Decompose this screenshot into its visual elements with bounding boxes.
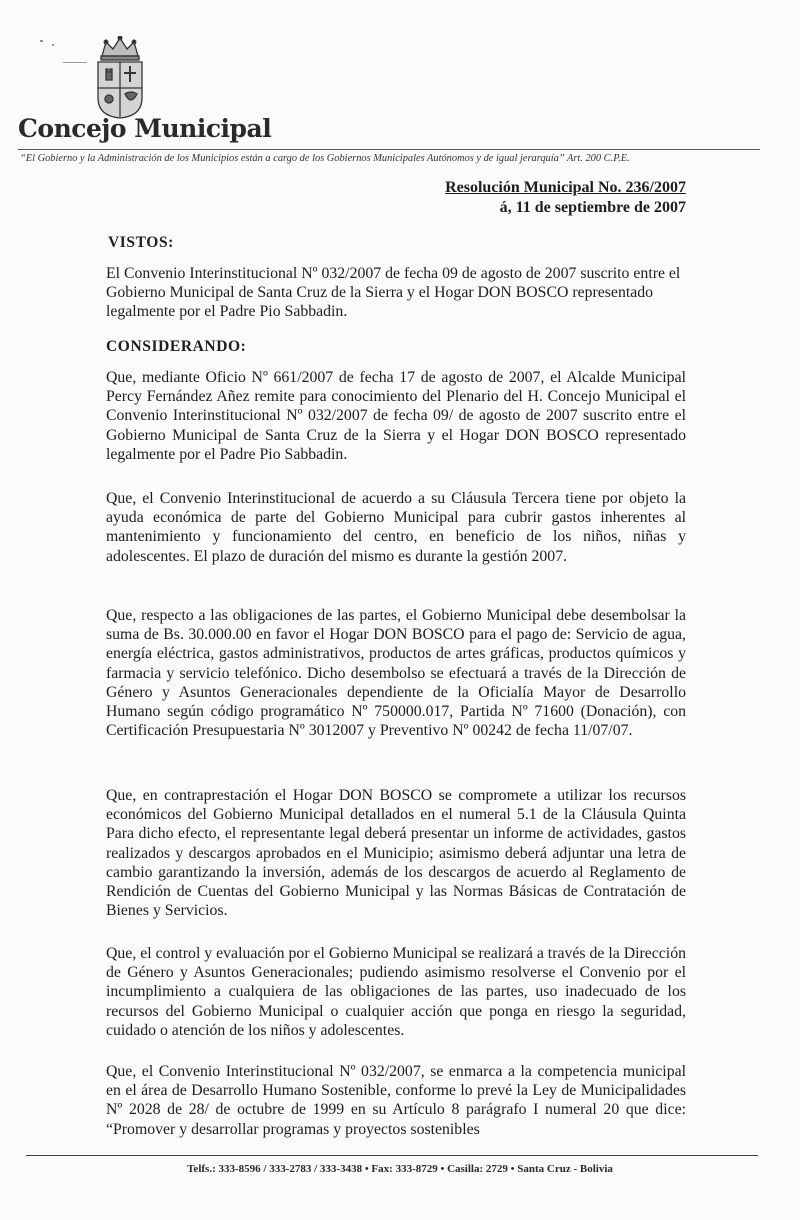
scan-speck [63, 62, 87, 63]
footer-divider [26, 1155, 758, 1156]
considerando-paragraph: Que, en contraprestación el Hogar DON BOSCO se compromete a utilizar los recursos económicos del Gobierno Municipal detallados en el numeral 5.1 de la Cláusula Quinta Para dicho efecto, el representante legal deberá presentar un informe de actividades, gastos realizados y descargos aprobados en el Municipio; asimismo deberá adjuntar una letra de cambio garantizando la inversión, además de los descargos de acuerdo al Reglamento de Rendición de Cuentas del Gobierno Municipal y las Normas Básicas de Contratación de Bienes y Servicios. [106, 787, 686, 920]
scan-speck [52, 44, 54, 46]
header-divider [18, 149, 760, 150]
considerando-heading: CONSIDERANDO: [106, 338, 247, 355]
vistos-heading: VISTOS: [108, 234, 174, 251]
footer-contact: Telfs.: 333-8596 / 333-2783 / 333-3438 • Fax: 333-8729 • Casilla: 2729 • Santa Cruz - Bolivia [187, 1163, 613, 1175]
considerando-paragraph: Que, el Convenio Interinstitucional de acuerdo a su Cláusula Tercera tiene por objeto la ayuda económica de parte del Gobierno Municipal para cubrir gastos inherentes al mantenimiento y funcionamiento del centro, en beneficio de los niños, niñas y adolescentes. El plazo de duración del mismo es durante la gestión 2007. [106, 490, 686, 565]
municipal-coat-of-arms-icon [94, 36, 146, 120]
resolution-number: Resolución Municipal No. 236/2007 [445, 179, 686, 196]
resolution-date: á, 11 de septiembre de 2007 [499, 199, 686, 216]
scan-speck [40, 40, 43, 42]
considerando-paragraph: Que, el control y evaluación por el Gobierno Municipal se realizará a través de la Dirección de Género y Asuntos Generacionales; pudiendo asimismo resolverse el Convenio por el incumplimiento a cualquiera de las obligaciones de las partes, uso inadecuado de los recursos del Gobierno Municipal o cualquier acción que ponga en riesgo la seguridad, cuidado o atención de los niños y adolescentes. [106, 945, 686, 1039]
considerando-paragraph: Que, respecto a las obligaciones de las partes, el Gobierno Municipal debe desembolsar la suma de Bs. 30.000.00 en favor el Hogar DON BOSCO para el pago de: Servicio de agua, energía eléctrica, gastos administrativos, productos de artes gráficas, productos químicos y farmacia y servicio telefónico. Dicho desembolso se efectuará a través de la Dirección de Género y Asuntos Generacionales dependiente de la Oficialía Mayor de Desarrollo Humano según código programático Nº 750000.017, Partida Nº 71600 (Donación), con Certificación Presupuestaria Nº 3012007 y Preventivo Nº 00242 de fecha 11/07/07. [106, 607, 686, 740]
considerando-paragraph: Que, el Convenio Interinstitucional Nº 032/2007, se enmarca a la competencia municipal en el área de Desarrollo Humano Sostenible, conforme lo prevé la Ley de Municipalidades Nº 2028 de 28/ de octubre de 1999 en su Artículo 8 parágrafo I numeral 20 que dice: “Promover y desarrollar programas y proyectos sostenibles [106, 1063, 686, 1138]
considerando-paragraph: Que, mediante Oficio Nº 661/2007 de fecha 17 de agosto de 2007, el Alcalde Municipal Percy Fernández Añez remite para conocimiento del Plenario del H. Concejo Municipal el Convenio Interinstitucional Nº 032/2007 de fecha 09/ de agosto de 2007 suscrito entre el Gobierno Municipal de Santa Cruz de la Sierra y el Hogar DON BOSCO representado legalmente por el Padre Pio Sabbadin. [106, 369, 686, 463]
organization-name: Concejo Municipal [18, 114, 272, 143]
vistos-paragraph: El Convenio Interinstitucional Nº 032/2007 de fecha 09 de agosto de 2007 suscrito entre el Gobierno Municipal de Santa Cruz de la Sierra y el Hogar DON BOSCO representado legalmente por el Padre Pio Sabbadin. [106, 265, 681, 321]
constitutional-motto: “El Gobierno y la Administración de los Municipios están a cargo de los Gobiernos Municipales Autónomos y de igual jerarquía” Art. 200 C.P.E. [20, 153, 630, 164]
